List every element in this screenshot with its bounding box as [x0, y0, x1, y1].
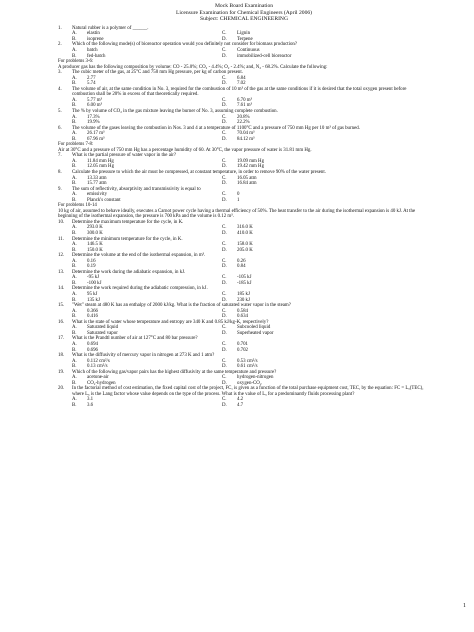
question-16: 16. What is the state of water whose temperature and entropy are 340 K and 0.85 kJ/kg-K, respectively?	[58, 320, 430, 326]
question-9: 9. The sum of reflectivity, absorptivity and transmissivity is equal to	[58, 187, 430, 193]
choices-10	[58, 225, 430, 236]
choice-c: C. Lignin	[222, 31, 251, 37]
choice-b: B. -100 kJ	[72, 280, 102, 286]
choice-a: A. 17.3%	[72, 114, 100, 120]
choices-4	[58, 98, 430, 109]
choice-c: C. 20.8%	[222, 114, 250, 120]
choices-13	[58, 275, 430, 286]
choice-d: D. oxygen-CO₂	[222, 380, 262, 386]
question-10: 10. Determine the maximum temperature for the cycle, in K.	[58, 220, 430, 226]
choice-d: D. 1	[222, 197, 240, 203]
problem-set-description: Air at 30°C and a pressure of 750 mm Hg has a percentage humidity of 60. At 30°C, the vapor pressure of water is 31.81 mm Hg.	[58, 147, 312, 153]
choice-d: D. 0.634	[222, 314, 249, 320]
choices-14	[58, 292, 430, 303]
choice-b: B. 300.0 K	[72, 231, 103, 237]
choice-a: A. batch	[72, 47, 98, 53]
choice-a: A. -95 kJ	[72, 275, 100, 281]
choice-b: B. 12.05 mm Hg	[72, 164, 115, 170]
page-number: 1	[463, 603, 466, 610]
question-text: What is the state of water whose temperature and entropy are 340 K and 0.85 kJ/kg-K, respectively?	[72, 319, 269, 325]
problem-set-description: A producer gas has the following composition by volume: CO - 25.0%; CO₂ - 4.4%; O₂ - 2.4%; and, N₂ - 68.2%. Calculate the following:	[58, 64, 328, 70]
choice-b: B. 0.696	[72, 347, 99, 353]
exam-subtitle: Licensure Examination for Chemical Engineers (April 2006)	[175, 9, 313, 16]
choices-8	[58, 176, 430, 187]
question-18: 18. What is the diffusivity of mercury vapor in nitrogen at 273 K and 1 atm?	[58, 353, 430, 359]
choice-c: C. hydrogen-nitrogen	[222, 375, 274, 381]
question-text: The sum of reflectivity, absorptivity and transmissivity is equal to	[72, 186, 201, 192]
question-3: 3. The cubic meter of the gas, at 25°C and 750 mm Hg pressure, per kg of carbon present.	[58, 70, 430, 76]
choice-c: C. 6.84	[222, 75, 246, 81]
choice-d: D. 0.702	[222, 347, 249, 353]
choice-a: A. 0.112 cm²/s	[72, 358, 110, 364]
choice-d: D. 19.42 mm Hg	[222, 164, 265, 170]
choice-d: D. 410.0 K	[222, 231, 253, 237]
choice-a: A. 13.33 atm	[72, 175, 107, 181]
choices-17	[58, 342, 430, 353]
question-14: 14. Determine the work required during the adiabatic compression, in kJ.	[58, 286, 430, 292]
choice-b: B. 150.0 K	[72, 247, 103, 253]
question-text: Determine the volume at the end of the isothermal expansion, in m³.	[72, 253, 206, 259]
question-text: Determine the minimum temperature for the cycle, in K.	[72, 236, 183, 242]
choice-d: D. 16.84 atm	[222, 181, 257, 187]
choice-a: A. 293.0 K	[72, 225, 103, 231]
question-12: 12. Determine the volume at the end of the isothermal expansion, in m³.	[58, 253, 430, 259]
question-20: 20. In the factorial method of cost estimation, the fixed capital cost of the project, FC, is given as a function of the total purchase equipment cost, TEC, by the equation: FC = Lₓ(TEC), where Lₓ is the Lang factor whose value depends on the type of the process. What is the value of Lₓ for a predominantly fluids processing plant?	[58, 386, 430, 397]
choice-b: B. Saturated vapor	[72, 330, 118, 336]
choice-c: C. 0.53 cm²/s	[222, 358, 258, 364]
question-5: 5. The % by volume of CO₂ in the gas mixture leaving the burner of No. 3, assuming complete combustion.	[58, 109, 430, 115]
choice-a: A. emissivity	[72, 192, 108, 198]
choice-c: C. 70.04 m³	[222, 131, 255, 137]
exam-subject: Subject: CHEMICAL ENGINEERING	[199, 16, 289, 23]
question-11: 11. Determine the minimum temperature for the cycle, in K.	[58, 237, 430, 243]
choice-b: B. 67.96 m³	[72, 136, 105, 142]
choice-d: D. 7.02	[222, 81, 246, 87]
question-text: The volume of air, at the same condition in No. 3, required for the combustion of 10 m³ of the gas at the same conditions if it is desired that the total oxygen present before combustion shall be 20% in excess of that theoretically required.	[72, 86, 407, 98]
choice-b: B. Planck's constant	[72, 197, 121, 203]
question-text: Which of the following gas/vapor pairs has the highest diffusivity at the same temperature and pressure?	[72, 369, 277, 375]
choice-a: A. 2.77	[72, 75, 96, 81]
choices-12	[58, 259, 430, 270]
choice-a: A. elastin	[72, 31, 100, 37]
question-text: Calculate the pressure to which the air must be compressed, at constant temperature, in order to remove 90% of the water present.	[72, 170, 326, 175]
choices-5	[58, 115, 430, 126]
choice-b: B. isoprene	[72, 36, 104, 42]
choices-20	[58, 397, 430, 408]
choice-d: D. Superheated vapor	[222, 330, 274, 336]
choice-c: C. 0	[222, 192, 240, 198]
choice-c: C. Continuous	[222, 47, 260, 53]
question-text: The % by volume of CO₂ in the gas mixture leaving the burner of No. 3, assuming complete combustion.	[72, 108, 278, 114]
question-text: Natural rubber is a polymer of ______.	[72, 25, 149, 31]
question-text: What is the partial pressure of water vapor in the air?	[72, 153, 177, 159]
choice-b: B. 3.6	[72, 402, 94, 408]
choice-a: A. acetone-air	[72, 375, 109, 381]
choice-c: C. 4.2	[222, 397, 244, 403]
choice-b: B. 0.416	[72, 314, 99, 320]
choice-b: B. 6.00 m³	[72, 103, 103, 109]
choice-d: D. 4.7	[222, 402, 244, 408]
question-19: 19. Which of the following gas/vapor pairs has the highest diffusivity at the same temperature and pressure?	[58, 370, 430, 376]
choice-d: D. 84.12 m³	[222, 136, 255, 142]
question-15: 15. "Wet" steam at 480 K has an enthalpy of 2000 kJ/kg. What is the fraction of saturated water vapor in the steam?	[58, 303, 430, 309]
choices-7	[58, 159, 430, 170]
choices-11	[58, 242, 430, 253]
choices-15	[58, 309, 430, 320]
choice-c: C. 316.0 K	[222, 225, 253, 231]
choice-b: B. 5.74	[72, 81, 96, 87]
choices-3	[58, 76, 430, 87]
choice-a: A. 3.1	[72, 397, 94, 403]
choice-a: A. 95 kJ	[72, 292, 98, 298]
choice-d: D. 0.84	[222, 264, 246, 270]
choice-a: A. 11.84 mm Hg	[72, 158, 114, 164]
choice-c: C. 6.70 m³	[222, 97, 253, 103]
choice-a: A. 5.77 m³	[72, 97, 103, 103]
problem-set-heading: For problems 10-14	[58, 203, 97, 209]
choice-c: C. 158.0 K	[222, 242, 253, 248]
question-text: Determine the work during the adiabatic expansion, in kJ.	[72, 269, 186, 275]
question-8: 8. Calculate the pressure to which the air must be compressed, at constant temperature, in order to remove 90% of the water present.	[58, 170, 430, 176]
question-text: The cubic meter of the gas, at 25°C and 750 mm Hg pressure, per kg of carbon present.	[72, 70, 243, 76]
choice-c: C. -105 kJ	[222, 275, 252, 281]
choice-a: A. Saturated liquid	[72, 325, 119, 331]
question-text: "Wet" steam at 480 K has an enthalpy of 2000 kJ/kg. What is the fraction of saturated water vapor in the steam?	[72, 303, 291, 309]
question-text: Determine the maximum temperature for the cycle, in K.	[72, 219, 184, 225]
choice-c: C. 185 kJ	[222, 292, 250, 298]
choices-2	[58, 48, 430, 59]
choice-b: B. 15.77 atm	[72, 181, 107, 187]
question-text: What is the Prandtl number of air at 127°C and 80 bar pressure?	[72, 336, 198, 342]
choice-d: D. -185 kJ	[222, 280, 252, 286]
choices-16	[58, 325, 430, 336]
question-text: Which of the following mode(s) of bioreactor operation would you definitely not consider for biomass production?	[72, 42, 298, 48]
question-6: 6. The volume of the gases leaving the combustion in Nos. 3 and 4 at a temperature of 1100°C and a pressure of 750 mm Hg per 10 m³ of gas burned.	[58, 126, 430, 132]
question-text: Determine the work required during the adiabatic compression, in kJ.	[72, 286, 208, 292]
choice-c: C. 0.584	[222, 308, 249, 314]
choice-d: D. 0.61 cm²/s	[222, 364, 258, 370]
question-text: The volume of the gases leaving the combustion in Nos. 3 and 4 at a temperature of 1100°C and a pressure of 750 mm Hg per 10 m³ of gas burned.	[72, 125, 360, 131]
choices-9	[58, 192, 430, 203]
choice-c: C. 0.701	[222, 341, 249, 347]
choices-18	[58, 359, 430, 370]
question-text: What is the diffusivity of mercury vapor in nitrogen at 273 K and 1 atm?	[72, 353, 215, 359]
choice-b: B. 135 kJ	[72, 297, 100, 303]
choice-c: C. 16.05 atm	[222, 175, 257, 181]
choice-d: D. 205.0 K	[222, 247, 253, 253]
problem-set-heading: For problems 3-6:	[58, 59, 94, 65]
choices-1	[58, 31, 430, 42]
problem-set-heading: For problems 7-8:	[58, 142, 94, 148]
choice-d: D. 230 kJ	[222, 297, 250, 303]
question-7: 7. What is the partial pressure of water vapor in the air?	[58, 153, 430, 159]
choice-c: C. Subcooled liquid	[222, 325, 271, 331]
choices-6	[58, 131, 430, 142]
choice-b: B. fed-batch	[72, 53, 106, 59]
choice-a: A. 26.17 m³	[72, 131, 105, 137]
question-text: In the factorial method of cost estimation, the fixed capital cost of the project, FC, is given as a function of the total purchase equipment cost, TEC, by the equation: FC = Lₓ(TEC), where Lₓ is the Lang factor whose value depends on the type of the process. What is the value of Lₓ for a predominantly fluids processing plant?	[72, 386, 424, 397]
question-2: 2. Which of the following mode(s) of bioreactor operation would you definitely not consider for biomass production?	[58, 42, 430, 48]
choice-d: D. immobilized-cell bioreactor	[222, 53, 292, 59]
choice-b: B. 0.13 cm²/s	[72, 364, 108, 370]
choice-d: D. Terpene	[222, 36, 253, 42]
choice-b: B. 0.19	[72, 264, 96, 270]
question-13: 13. Determine the work during the adiabatic expansion, in kJ.	[58, 270, 430, 276]
choice-c: C. 0.26	[222, 258, 246, 264]
question-1: 1. Natural rubber is a polymer of ______.	[58, 26, 430, 32]
question-4: 4. The volume of air, at the same condition in No. 3, required for the combustion of 10 m³ of the gas at the same conditions if it is desired that the total oxygen present before combustion shall be 20% in excess of that theoretically required.	[58, 87, 430, 98]
choice-a: A. 0.16	[72, 258, 96, 264]
choice-a: A. 146.5 K	[72, 242, 103, 248]
choice-b: B. CO₂-hydrogen	[72, 380, 116, 386]
choice-c: C. 19.09 mm Hg	[222, 158, 265, 164]
choices-19	[58, 375, 430, 386]
question-17: 17. What is the Prandtl number of air at 127°C and 80 bar pressure?	[58, 336, 430, 342]
choice-a: A. 0.366	[72, 308, 99, 314]
choice-b: B. 19.9%	[72, 120, 100, 126]
problem-set-description: 10 kg of air, assumed to behave ideally, executes a Carnot power cycle having a thermal efficiency of 50%. The heat transfer to the air during the isothermal expansion is 40 kJ. At the beginning of the isothermal expansion, the pressure is 700 kPa and the volume is 0.12 m³.	[58, 208, 416, 220]
choice-d: D. 7.61 m³	[222, 103, 253, 109]
choice-d: D. 22.2%	[222, 120, 250, 126]
choice-a: A. 0.694	[72, 341, 99, 347]
exam-title: Mock Board Examination	[214, 3, 274, 9]
